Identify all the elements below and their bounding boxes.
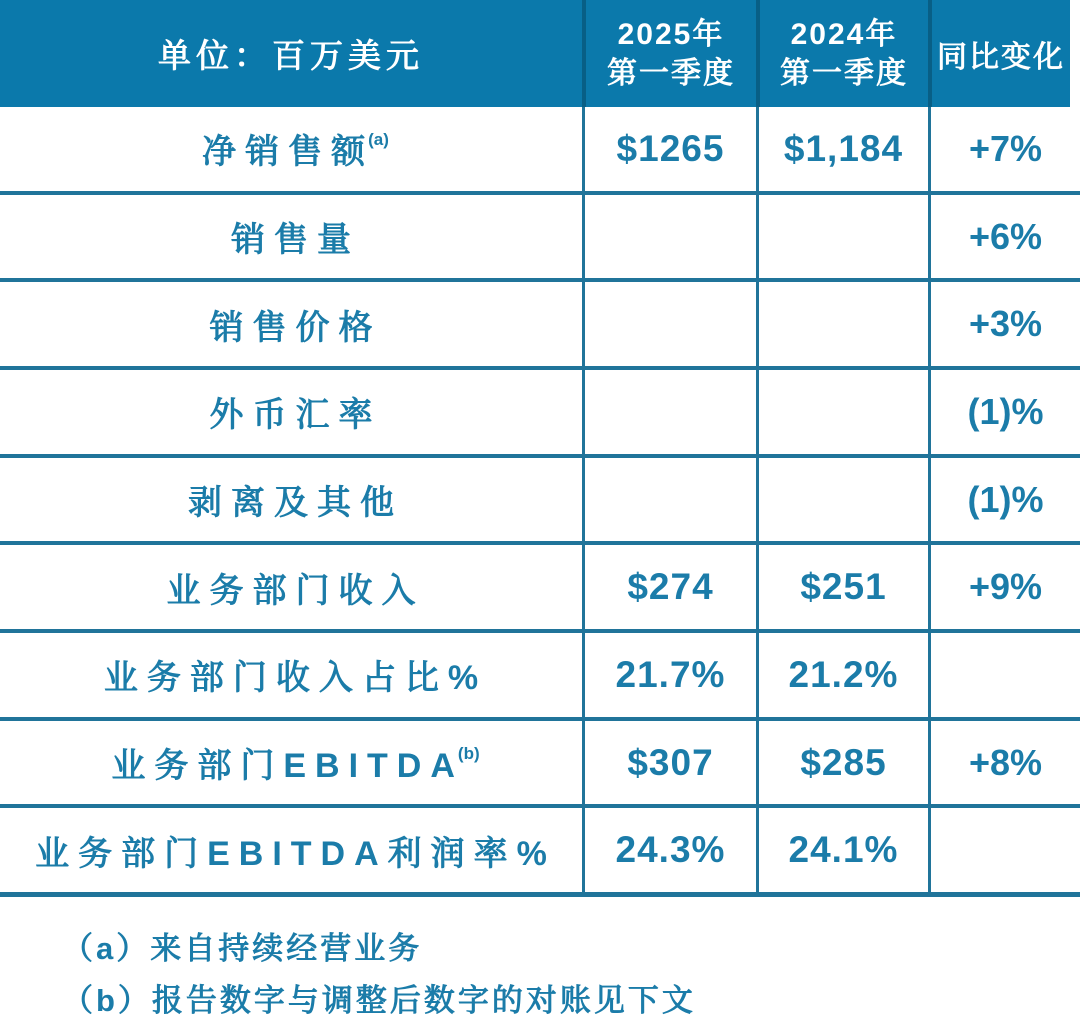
table-row-foreign-exchange bbox=[0, 370, 1080, 458]
header-2025-q1-cell bbox=[582, 0, 756, 107]
row-label-cell bbox=[0, 545, 582, 629]
table-row-segment-income bbox=[0, 545, 1080, 633]
value-yoy-change bbox=[928, 633, 1080, 717]
footnote-a: （a）来自持续经营业务 bbox=[62, 931, 423, 966]
value-yoy-change: +6% bbox=[928, 195, 1080, 279]
footnotes-section bbox=[0, 897, 1080, 1027]
row-label-cell bbox=[0, 721, 582, 805]
value-2025 bbox=[582, 458, 756, 542]
row-label: 业务部门收入 bbox=[166, 571, 425, 610]
table-row-sales-volume bbox=[0, 195, 1080, 283]
header-2024-line2: 第一季度 bbox=[780, 56, 908, 90]
value-2024: 21.2% bbox=[756, 633, 928, 717]
header-yoy-change-cell bbox=[928, 0, 1080, 107]
table-row-divestitures-other bbox=[0, 458, 1080, 546]
table-row-net-sales bbox=[0, 107, 1080, 195]
value-yoy-change: (1)% bbox=[928, 370, 1080, 454]
row-label: 销售量 bbox=[231, 221, 360, 259]
row-label-cell bbox=[0, 458, 582, 542]
value-yoy-change bbox=[928, 808, 1080, 892]
row-label-cell bbox=[0, 195, 582, 279]
value-2024: 24.1% bbox=[756, 808, 928, 892]
header-2024-line1: 2024年 bbox=[790, 17, 898, 51]
value-2024: $251 bbox=[756, 545, 928, 629]
row-label: 剥离及其他 bbox=[188, 484, 403, 523]
header-2025-line2: 第一季度 bbox=[607, 56, 735, 90]
row-label: 业务部门收入占比% bbox=[103, 659, 488, 698]
value-2025 bbox=[582, 195, 756, 279]
table-row-segment-ebitda-margin bbox=[0, 808, 1080, 897]
table-row-segment-income-margin bbox=[0, 633, 1080, 721]
value-yoy-change: +3% bbox=[928, 282, 1080, 366]
row-label-cell bbox=[0, 370, 582, 454]
value-yoy-change: +9% bbox=[928, 545, 1080, 629]
table-header-row bbox=[0, 0, 1080, 107]
table-body bbox=[0, 107, 1080, 897]
table-row-segment-ebitda bbox=[0, 721, 1080, 809]
value-2025 bbox=[582, 282, 756, 366]
value-yoy-change: +8% bbox=[928, 721, 1080, 805]
row-label: 净销售额 bbox=[202, 133, 375, 172]
footnote-b-superscript: (b) bbox=[457, 743, 480, 763]
unit-label: 单位：百万美元 bbox=[158, 37, 424, 74]
value-2025: $307 bbox=[582, 721, 756, 805]
footnote-a-superscript: (a) bbox=[368, 129, 389, 149]
table-row-sales-price bbox=[0, 282, 1080, 370]
value-2024: $285 bbox=[756, 721, 928, 805]
value-2024 bbox=[756, 195, 928, 279]
row-label: 外币汇率 bbox=[209, 396, 382, 435]
row-label-cell bbox=[0, 808, 582, 892]
row-label: 业务部门EBITDA bbox=[111, 747, 464, 786]
value-2025: 21.7% bbox=[582, 633, 756, 717]
header-2024-q1-cell bbox=[756, 0, 928, 107]
value-2025: 24.3% bbox=[582, 808, 756, 892]
value-2024: $1,184 bbox=[756, 107, 928, 191]
yoy-change-label: 同比变化 bbox=[937, 40, 1065, 74]
value-2025: $1265 bbox=[582, 107, 756, 191]
row-label-cell bbox=[0, 107, 582, 191]
row-label: 业务部门EBITDA利润率% bbox=[35, 834, 556, 873]
row-label-cell bbox=[0, 282, 582, 366]
footnote-b: （b）报告数字与调整后数字的对账见下文 bbox=[62, 983, 696, 1018]
header-2025-line1: 2025年 bbox=[617, 17, 725, 51]
value-yoy-change: (1)% bbox=[928, 458, 1080, 542]
value-2025 bbox=[582, 370, 756, 454]
header-unit-cell bbox=[0, 0, 582, 107]
value-2024 bbox=[756, 282, 928, 366]
row-label-cell bbox=[0, 633, 582, 717]
row-label: 销售价格 bbox=[209, 308, 382, 347]
value-2024 bbox=[756, 458, 928, 542]
value-2025: $274 bbox=[582, 545, 756, 629]
value-2024 bbox=[756, 370, 928, 454]
value-yoy-change: +7% bbox=[928, 107, 1080, 191]
